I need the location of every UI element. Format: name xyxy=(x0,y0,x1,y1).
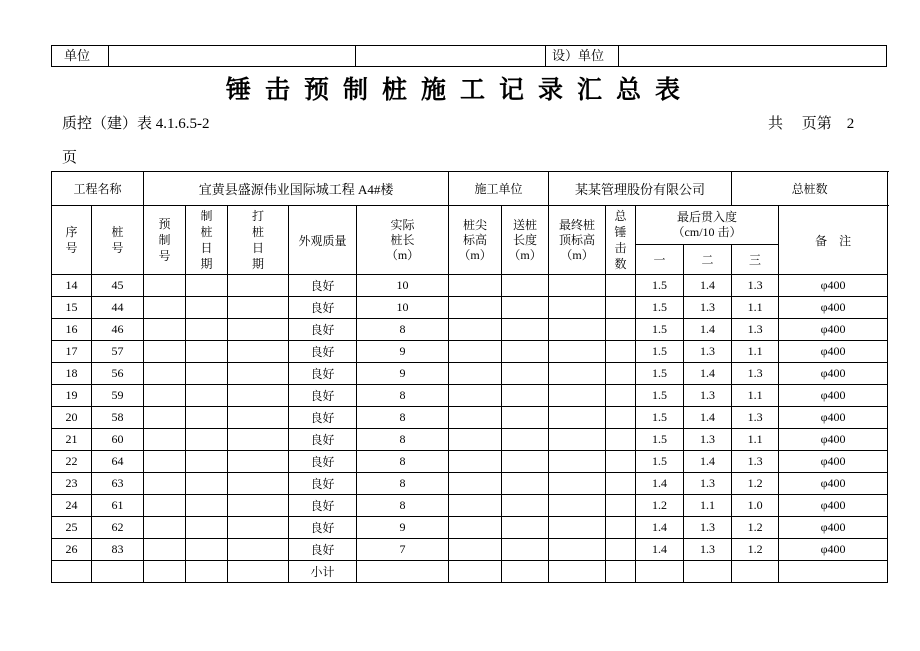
subtotal-cell xyxy=(636,561,684,583)
subtotal-cell xyxy=(502,561,549,583)
quality-cell: 良好 xyxy=(289,473,357,495)
table-row xyxy=(52,451,888,473)
table-row xyxy=(52,319,888,341)
pen-3-cell: 1.0 xyxy=(732,495,779,517)
pile-no-cell: 61 xyxy=(92,495,144,517)
table-row xyxy=(52,495,888,517)
project-name-label: 工程名称 xyxy=(52,172,144,206)
quality-cell: 良好 xyxy=(289,407,357,429)
make-date-cell xyxy=(186,363,228,385)
seq-cell: 21 xyxy=(52,429,92,451)
drive-date-cell xyxy=(228,473,289,495)
send-len-cell xyxy=(502,363,549,385)
length-cell: 8 xyxy=(357,385,449,407)
pile-no-cell: 60 xyxy=(92,429,144,451)
seq-cell: 25 xyxy=(52,517,92,539)
top-unit-label: 单位 xyxy=(64,48,91,63)
pen-3-cell: 1.3 xyxy=(732,319,779,341)
page-suffix: 页 xyxy=(62,150,78,166)
header-actual-length: 实际 桩长 （m） xyxy=(357,206,449,275)
quality-cell: 良好 xyxy=(289,495,357,517)
make-date-cell xyxy=(186,275,228,297)
remark-cell: φ400 xyxy=(779,363,888,385)
precast-no-cell xyxy=(144,517,186,539)
pen-2-cell: 1.4 xyxy=(684,451,732,473)
table-row xyxy=(52,363,888,385)
pen-2-cell: 1.3 xyxy=(684,539,732,561)
header-send-length: 送桩 长度 （m） xyxy=(502,206,549,275)
subtotal-cell xyxy=(92,561,144,583)
drive-date-cell xyxy=(228,539,289,561)
top-divider xyxy=(108,46,109,66)
precast-no-cell xyxy=(144,407,186,429)
top-elev-cell xyxy=(549,451,606,473)
drive-date-cell xyxy=(228,517,289,539)
send-len-cell xyxy=(502,341,549,363)
drive-date-cell xyxy=(228,297,289,319)
seq-cell: 23 xyxy=(52,473,92,495)
pen-2-cell: 1.4 xyxy=(684,275,732,297)
precast-no-cell xyxy=(144,539,186,561)
tip-elev-cell xyxy=(449,429,502,451)
table-row xyxy=(52,473,888,495)
pen-1-cell: 1.5 xyxy=(636,407,684,429)
subtotal-cell xyxy=(144,561,186,583)
subtotal-cell xyxy=(779,561,888,583)
subtotal-cell xyxy=(449,561,502,583)
header-make-date: 制 桩 日 期 xyxy=(186,206,228,275)
drive-date-cell xyxy=(228,341,289,363)
drive-date-cell xyxy=(228,429,289,451)
tip-elev-cell xyxy=(449,517,502,539)
header-precast-no: 预 制 号 xyxy=(144,206,186,275)
blows-cell xyxy=(606,407,636,429)
length-cell: 8 xyxy=(357,473,449,495)
seq-cell: 19 xyxy=(52,385,92,407)
pen-1-cell: 1.5 xyxy=(636,451,684,473)
remark-cell: φ400 xyxy=(779,385,888,407)
pile-no-cell: 46 xyxy=(92,319,144,341)
pile-no-cell: 58 xyxy=(92,407,144,429)
send-len-cell xyxy=(502,429,549,451)
pen-2-cell: 1.4 xyxy=(684,319,732,341)
table-row xyxy=(52,297,888,319)
tip-elev-cell xyxy=(449,275,502,297)
send-len-cell xyxy=(502,451,549,473)
pen-1-cell: 1.5 xyxy=(636,363,684,385)
subtotal-cell xyxy=(186,561,228,583)
subtotal-cell xyxy=(228,561,289,583)
send-len-cell xyxy=(502,275,549,297)
quality-cell: 良好 xyxy=(289,429,357,451)
header-tip-elevation: 桩尖 标高 （m） xyxy=(449,206,502,275)
precast-no-cell xyxy=(144,319,186,341)
header-pile-no: 桩 号 xyxy=(92,206,144,275)
send-len-cell xyxy=(502,539,549,561)
remark-cell: φ400 xyxy=(779,539,888,561)
remark-cell: φ400 xyxy=(779,319,888,341)
subtotal-cell xyxy=(732,561,779,583)
pen-2-cell: 1.3 xyxy=(684,473,732,495)
blows-cell xyxy=(606,495,636,517)
tip-elev-cell xyxy=(449,539,502,561)
quality-cell: 良好 xyxy=(289,451,357,473)
length-cell: 8 xyxy=(357,451,449,473)
pen-3-cell: 1.3 xyxy=(732,363,779,385)
remark-cell: φ400 xyxy=(779,495,888,517)
pile-no-cell: 56 xyxy=(92,363,144,385)
seq-cell: 18 xyxy=(52,363,92,385)
length-cell: 10 xyxy=(357,275,449,297)
form-code: 质控（建）表 4.1.6.5-2 xyxy=(62,116,210,132)
pen-3-cell: 1.3 xyxy=(732,451,779,473)
subtotal-label: 小计 xyxy=(289,561,357,583)
pen-3-cell: 1.3 xyxy=(732,407,779,429)
drive-date-cell xyxy=(228,363,289,385)
subtotal-cell xyxy=(549,561,606,583)
pile-no-cell: 57 xyxy=(92,341,144,363)
table-row xyxy=(52,517,888,539)
top-elev-cell xyxy=(549,297,606,319)
make-date-cell xyxy=(186,473,228,495)
drive-date-cell xyxy=(228,319,289,341)
project-row xyxy=(52,172,888,206)
pile-no-cell: 62 xyxy=(92,517,144,539)
header-remarks: 备 注 xyxy=(779,206,888,275)
precast-no-cell xyxy=(144,385,186,407)
precast-no-cell xyxy=(144,473,186,495)
top-divider xyxy=(355,46,356,66)
contractor-value: 某某管理股份有限公司 xyxy=(549,172,732,206)
tip-elev-cell xyxy=(449,297,502,319)
pile-record-table xyxy=(51,171,888,583)
make-date-cell xyxy=(186,539,228,561)
total-piles-label: 总桩数 xyxy=(732,172,888,206)
remark-cell: φ400 xyxy=(779,429,888,451)
pen-3-cell: 1.1 xyxy=(732,385,779,407)
header-drive-date: 打 桩 日 期 xyxy=(228,206,289,275)
quality-cell: 良好 xyxy=(289,517,357,539)
table-row xyxy=(52,341,888,363)
drive-date-cell xyxy=(228,407,289,429)
length-cell: 8 xyxy=(357,495,449,517)
tip-elev-cell xyxy=(449,385,502,407)
top-elev-cell xyxy=(549,319,606,341)
header-seq: 序 号 xyxy=(52,206,92,275)
send-len-cell xyxy=(502,407,549,429)
contractor-label: 施工单位 xyxy=(449,172,549,206)
send-len-cell xyxy=(502,473,549,495)
header-pen-2: 二 xyxy=(684,245,732,275)
seq-cell: 14 xyxy=(52,275,92,297)
blows-cell xyxy=(606,363,636,385)
seq-cell: 16 xyxy=(52,319,92,341)
tip-elev-cell xyxy=(449,451,502,473)
pile-no-cell: 64 xyxy=(92,451,144,473)
pen-2-cell: 1.1 xyxy=(684,495,732,517)
table-row xyxy=(52,429,888,451)
top-divider xyxy=(545,46,546,66)
precast-no-cell xyxy=(144,363,186,385)
pen-1-cell: 1.5 xyxy=(636,297,684,319)
subtotal-cell xyxy=(357,561,449,583)
remark-cell: φ400 xyxy=(779,517,888,539)
pen-3-cell: 1.2 xyxy=(732,517,779,539)
pen-2-cell: 1.3 xyxy=(684,429,732,451)
top-elev-cell xyxy=(549,495,606,517)
top-elev-cell xyxy=(549,429,606,451)
pen-3-cell: 1.3 xyxy=(732,275,779,297)
tip-elev-cell xyxy=(449,407,502,429)
table-row xyxy=(52,539,888,561)
send-len-cell xyxy=(502,297,549,319)
make-date-cell xyxy=(186,495,228,517)
pen-2-cell: 1.4 xyxy=(684,407,732,429)
top-elev-cell xyxy=(549,363,606,385)
quality-cell: 良好 xyxy=(289,275,357,297)
remark-cell: φ400 xyxy=(779,473,888,495)
pen-1-cell: 1.4 xyxy=(636,473,684,495)
seq-cell: 20 xyxy=(52,407,92,429)
drive-date-cell xyxy=(228,451,289,473)
top-elev-cell xyxy=(549,473,606,495)
seq-cell: 24 xyxy=(52,495,92,517)
tip-elev-cell xyxy=(449,341,502,363)
seq-cell: 17 xyxy=(52,341,92,363)
blows-cell xyxy=(606,539,636,561)
pile-no-cell: 63 xyxy=(92,473,144,495)
pen-3-cell: 1.1 xyxy=(732,341,779,363)
top-divider xyxy=(618,46,619,66)
table-row xyxy=(52,275,888,297)
page-info: 共 页第 2 xyxy=(768,116,855,132)
pile-no-cell: 44 xyxy=(92,297,144,319)
header-penetration: 最后贯入度 （cm/10 击） xyxy=(636,206,779,245)
length-cell: 7 xyxy=(357,539,449,561)
pen-3-cell: 1.1 xyxy=(732,297,779,319)
seq-cell: 22 xyxy=(52,451,92,473)
tip-elev-cell xyxy=(449,495,502,517)
send-len-cell xyxy=(502,517,549,539)
make-date-cell xyxy=(186,451,228,473)
header-pen-1: 一 xyxy=(636,245,684,275)
drive-date-cell xyxy=(228,495,289,517)
header-pen-3: 三 xyxy=(732,245,779,275)
subtotal-cell xyxy=(52,561,92,583)
pile-no-cell: 83 xyxy=(92,539,144,561)
top-builder-unit-label: 设）单位 xyxy=(552,48,605,63)
precast-no-cell xyxy=(144,429,186,451)
length-cell: 8 xyxy=(357,319,449,341)
top-elev-cell xyxy=(549,341,606,363)
make-date-cell xyxy=(186,319,228,341)
precast-no-cell xyxy=(144,275,186,297)
header-total-blows: 总 锤 击 数 xyxy=(606,206,636,275)
top-elev-cell xyxy=(549,385,606,407)
make-date-cell xyxy=(186,429,228,451)
top-elev-cell xyxy=(549,539,606,561)
blows-cell xyxy=(606,275,636,297)
blows-cell xyxy=(606,319,636,341)
quality-cell: 良好 xyxy=(289,385,357,407)
seq-cell: 15 xyxy=(52,297,92,319)
pen-2-cell: 1.3 xyxy=(684,385,732,407)
pen-2-cell: 1.3 xyxy=(684,517,732,539)
top-elev-cell xyxy=(549,275,606,297)
blows-cell xyxy=(606,341,636,363)
length-cell: 10 xyxy=(357,297,449,319)
subtotal-row xyxy=(52,561,888,583)
seq-cell: 26 xyxy=(52,539,92,561)
pen-1-cell: 1.4 xyxy=(636,539,684,561)
length-cell: 8 xyxy=(357,407,449,429)
pen-1-cell: 1.5 xyxy=(636,341,684,363)
header-row xyxy=(52,206,888,245)
tip-elev-cell xyxy=(449,473,502,495)
length-cell: 8 xyxy=(357,429,449,451)
precast-no-cell xyxy=(144,341,186,363)
pen-1-cell: 1.2 xyxy=(636,495,684,517)
pen-3-cell: 1.1 xyxy=(732,429,779,451)
blows-cell xyxy=(606,473,636,495)
make-date-cell xyxy=(186,385,228,407)
precast-no-cell xyxy=(144,495,186,517)
make-date-cell xyxy=(186,517,228,539)
blows-cell xyxy=(606,517,636,539)
top-elev-cell xyxy=(549,407,606,429)
pen-1-cell: 1.5 xyxy=(636,385,684,407)
pen-1-cell: 1.5 xyxy=(636,429,684,451)
send-len-cell xyxy=(502,319,549,341)
length-cell: 9 xyxy=(357,363,449,385)
quality-cell: 良好 xyxy=(289,341,357,363)
top-header-row xyxy=(51,45,887,67)
make-date-cell xyxy=(186,407,228,429)
header-appearance: 外观质量 xyxy=(289,206,357,275)
remark-cell: φ400 xyxy=(779,297,888,319)
remark-cell: φ400 xyxy=(779,341,888,363)
quality-cell: 良好 xyxy=(289,363,357,385)
tip-elev-cell xyxy=(449,363,502,385)
top-elev-cell xyxy=(549,517,606,539)
precast-no-cell xyxy=(144,297,186,319)
remark-cell: φ400 xyxy=(779,275,888,297)
make-date-cell xyxy=(186,341,228,363)
pen-1-cell: 1.5 xyxy=(636,319,684,341)
pen-2-cell: 1.3 xyxy=(684,297,732,319)
send-len-cell xyxy=(502,495,549,517)
drive-date-cell xyxy=(228,275,289,297)
blows-cell xyxy=(606,385,636,407)
drive-date-cell xyxy=(228,385,289,407)
pile-no-cell: 59 xyxy=(92,385,144,407)
length-cell: 9 xyxy=(357,517,449,539)
quality-cell: 良好 xyxy=(289,297,357,319)
subtotal-cell xyxy=(684,561,732,583)
pen-2-cell: 1.3 xyxy=(684,341,732,363)
length-cell: 9 xyxy=(357,341,449,363)
quality-cell: 良好 xyxy=(289,319,357,341)
pen-2-cell: 1.4 xyxy=(684,363,732,385)
precast-no-cell xyxy=(144,451,186,473)
remark-cell: φ400 xyxy=(779,407,888,429)
quality-cell: 良好 xyxy=(289,539,357,561)
blows-cell xyxy=(606,429,636,451)
page-title: 锤击预制桩施工记录汇总表 xyxy=(225,77,694,104)
pen-3-cell: 1.2 xyxy=(732,473,779,495)
pen-1-cell: 1.5 xyxy=(636,275,684,297)
tip-elev-cell xyxy=(449,319,502,341)
pile-no-cell: 45 xyxy=(92,275,144,297)
header-top-elevation: 最终桩 顶标高 （m） xyxy=(549,206,606,275)
pen-3-cell: 1.2 xyxy=(732,539,779,561)
project-name-value: 宜黄县盛源伟业国际城工程 A4#楼 xyxy=(144,172,449,206)
pen-1-cell: 1.4 xyxy=(636,517,684,539)
remark-cell: φ400 xyxy=(779,451,888,473)
blows-cell xyxy=(606,451,636,473)
subtotal-cell xyxy=(606,561,636,583)
table-row xyxy=(52,385,888,407)
table-row xyxy=(52,407,888,429)
send-len-cell xyxy=(502,385,549,407)
make-date-cell xyxy=(186,297,228,319)
blows-cell xyxy=(606,297,636,319)
